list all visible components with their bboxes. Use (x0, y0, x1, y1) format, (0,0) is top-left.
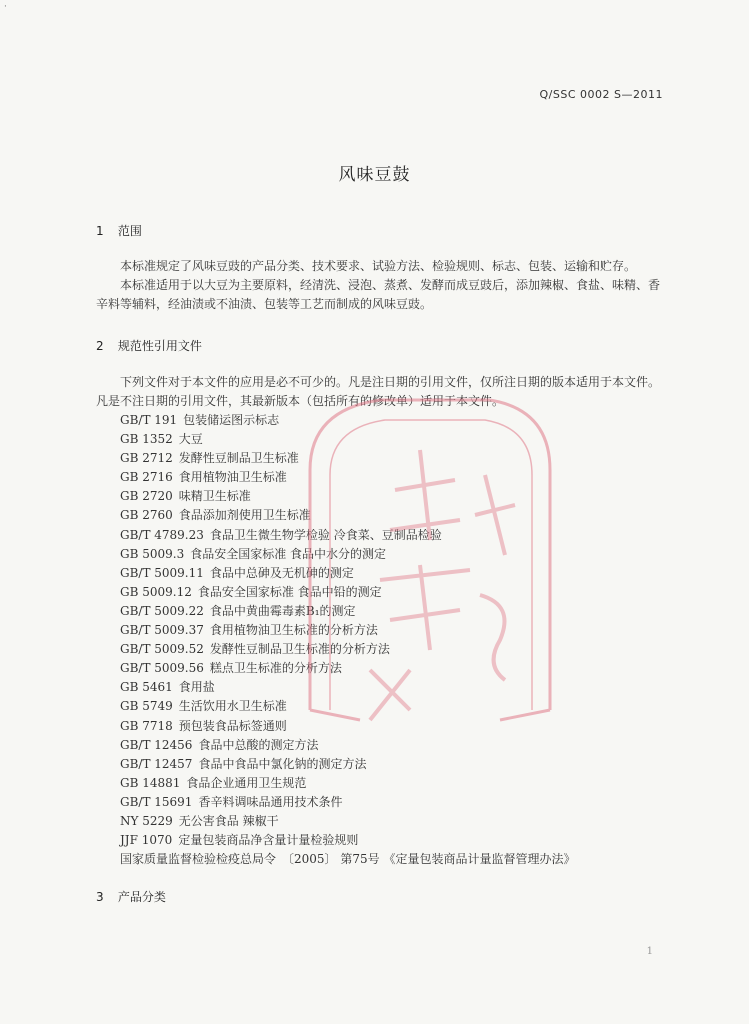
scan-corner-mark: · (4, 2, 7, 12)
reference-item (120, 850, 660, 869)
section-number: 2 (96, 339, 104, 353)
reference-item (120, 697, 660, 716)
reference-code: GB/T 191 (120, 413, 178, 427)
reference-code: JJF 1070 (120, 833, 173, 848)
reference-code: GB 5009.3 (120, 546, 185, 561)
reference-name: 食品中总砷及无机砷的测定 (209, 565, 354, 580)
section-title: 产品分类 (117, 890, 166, 904)
page-number: 1 (646, 946, 653, 957)
reference-code: NY 5229 (120, 813, 173, 828)
reference-code: GB 2712 (120, 451, 173, 466)
scope-paragraph-1: 本标准规定了风味豆豉的产品分类、技术要求、试验方法、检验规则、标志、包装、运输和贮存。 (120, 259, 637, 273)
section-heading-product-classification (96, 888, 166, 905)
section-title: 规范性引用文件 (117, 339, 202, 353)
reference-code: GB/T 5009.11 (120, 565, 204, 580)
reference-list (120, 411, 660, 869)
section-number: 1 (96, 224, 104, 238)
reference-item (120, 621, 660, 640)
reference-name: 预包装食品标签通则 (178, 718, 287, 733)
reference-code: GB 5461 (120, 680, 173, 695)
reference-name: 食品企业通用卫生规范 (186, 775, 307, 790)
reference-code: GB 7718 (120, 718, 173, 733)
reference-item (120, 545, 660, 564)
scope-paragraph-2: 本标准适用于以大豆为主要原料，经清洗、浸泡、蒸煮、发酵而成豆豉后，添加辣椒、食盐、味精、香辛料等辅料，经油渍或不油渍、包装等工艺而制成的风味豆豉。 (96, 278, 661, 311)
reference-item (120, 526, 660, 545)
reference-name: 食品安全国家标准 食品中水分的测定 (190, 546, 387, 561)
reference-code: GB/T 5009.56 (120, 661, 204, 676)
reference-name: 香辛料调味品通用技术条件 (198, 794, 343, 809)
section-heading-normative-references (96, 337, 202, 354)
reference-name: 包装储运图示标志 (183, 413, 280, 427)
reference-name: 糕点卫生标准的分析方法 (209, 661, 342, 676)
reference-item (120, 659, 660, 678)
reference-name: 无公害食品 辣椒干 (178, 813, 279, 828)
reference-code: GB 2720 (120, 489, 173, 504)
references-intro: 下列文件对于本文件的应用是必不可少的。凡是注日期的引用文件，仅所注日期的版本适用于本文件。凡是不注日期的引用文件，其最新版本（包括所有的修改单）适用于本文件。 (96, 375, 661, 408)
reference-code: GB/T 5009.22 (120, 603, 204, 618)
reference-item (120, 678, 660, 697)
reference-name: 食用植物油卫生标准的分析方法 (209, 623, 378, 638)
reference-name: 食品中食品中氯化钠的测定方法 (198, 756, 367, 771)
reference-name: 大豆 (178, 432, 203, 447)
section-number: 3 (96, 890, 104, 904)
reference-code: GB 2716 (120, 470, 173, 485)
reference-code: GB/T 15691 (120, 794, 193, 809)
reference-code: GB/T 5009.37 (120, 623, 204, 638)
reference-code: GB 5009.12 (120, 584, 192, 599)
reference-item (120, 449, 660, 468)
reference-code: GB/T 12456 (120, 737, 193, 752)
reference-name: 发酵性豆制品卫生标准 (178, 451, 299, 466)
reference-name: 食品中黄曲霉毒素B₁的测定 (209, 603, 356, 618)
reference-name: 食品安全国家标准 食品中铅的测定 (197, 584, 382, 599)
reference-code: GB 2760 (120, 508, 173, 523)
reference-item (120, 717, 660, 736)
reference-item (120, 755, 660, 774)
reference-name: 食用盐 (178, 680, 215, 695)
reference-code: GB/T 5009.52 (120, 642, 204, 657)
reference-name: 味精卫生标准 (178, 489, 251, 504)
reference-code: GB/T 4789.23 (120, 527, 204, 542)
reference-name: 发酵性豆制品卫生标准的分析方法 (209, 642, 390, 657)
reference-item (120, 736, 660, 755)
reference-code: 国家质量监督检验检疫总局令 (120, 852, 277, 867)
reference-code: GB 14881 (120, 775, 181, 790)
section-heading-scope (96, 222, 142, 239)
document-title: 风味豆鼓 (338, 165, 411, 185)
reference-name: 生活饮用水卫生标准 (178, 699, 287, 714)
reference-name: 食品卫生微生物学检验 冷食菜、豆制品检验 (209, 527, 442, 542)
reference-name: 食品添加剂使用卫生标准 (178, 508, 311, 523)
reference-item (120, 430, 660, 449)
reference-name: 食品中总酸的测定方法 (198, 737, 319, 752)
reference-item (120, 640, 660, 659)
reference-code: GB 1352 (120, 432, 173, 447)
reference-item (120, 411, 660, 430)
reference-item (120, 774, 660, 793)
reference-item (120, 812, 660, 831)
reference-item (120, 831, 660, 850)
section-title: 范围 (117, 224, 142, 238)
standard-code: Q/SSC 0002 S—2011 (539, 88, 663, 101)
reference-item (120, 487, 660, 506)
reference-code: GB/T 12457 (120, 756, 193, 771)
reference-item (120, 793, 660, 812)
reference-item (120, 583, 660, 602)
reference-item (120, 506, 660, 525)
reference-item (120, 468, 660, 487)
reference-item (120, 602, 660, 621)
reference-name: 定量包装商品净含量计量检验规则 (178, 833, 359, 848)
reference-item (120, 564, 660, 583)
reference-name: 食用植物油卫生标准 (178, 470, 287, 485)
reference-name: 〔2005〕 第75号 《定量包装商品计量监督管理办法》 (282, 852, 576, 867)
reference-code: GB 5749 (120, 699, 173, 714)
